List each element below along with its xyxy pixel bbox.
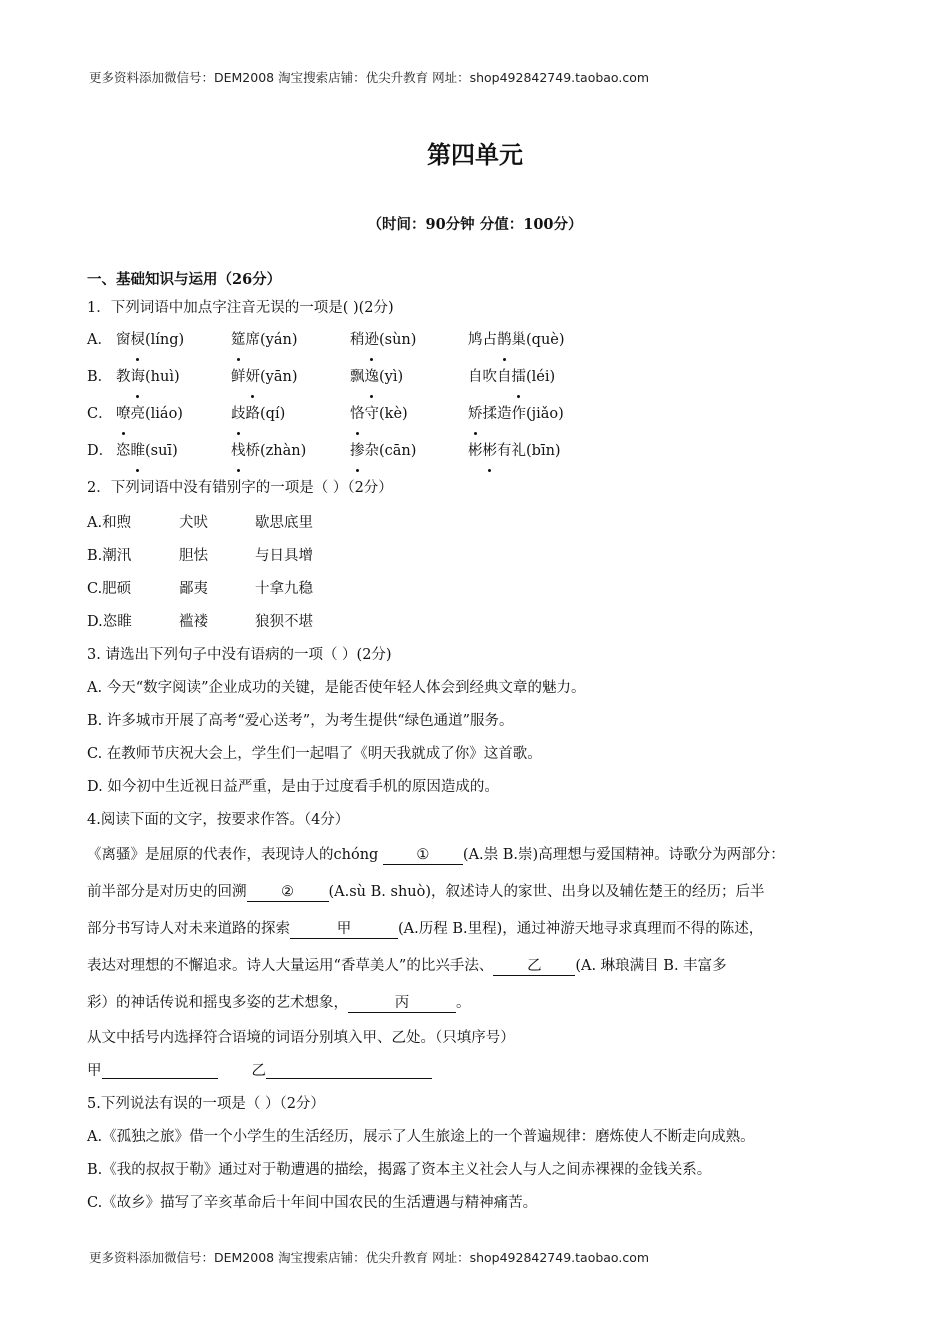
- answer-blank-yi[interactable]: [266, 1060, 432, 1079]
- dotted-char: 逊: [365, 322, 380, 359]
- passage-text: 前半部分是对历史的回溯: [87, 884, 247, 900]
- exam-content: [87, 266, 887, 1220]
- option-word: 鄙夷: [179, 581, 208, 597]
- q5-stem: 5.下列说法有误的一项是（ ）（2分）: [87, 1096, 325, 1112]
- passage-text: 表达对理想的不懈追求。诗人大量运用“香草美人”的比兴手法、: [87, 958, 494, 974]
- blank-2: ②: [247, 883, 329, 902]
- q3-option: A. 今天“数字阅读”企业成功的关键，是能否使年轻人体会到经典文章的魅力。: [87, 680, 586, 696]
- blank-jia: 甲: [290, 920, 398, 939]
- q1-option: [87, 396, 887, 433]
- word-part: 路(qí): [245, 406, 286, 422]
- passage-line: [87, 874, 887, 911]
- q1-option: [87, 322, 887, 359]
- word-part: 巢(què): [511, 332, 565, 348]
- dotted-char: 棂: [131, 322, 146, 359]
- passage-line: [87, 837, 887, 874]
- word-part: 稍: [350, 332, 365, 348]
- passage-text: (A. 琳琅满目 B. 丰富多: [575, 958, 727, 974]
- option-word: [468, 359, 555, 396]
- dotted-char: 掺: [350, 433, 365, 470]
- dotted-char: 鹊: [497, 322, 512, 359]
- exam-info: （时间：90分钟 分值：100分）: [367, 216, 583, 233]
- option-word: 狼狈不堪: [255, 614, 313, 630]
- q2-option: [87, 573, 887, 606]
- q3-option: D. 如今初中生近视日益严重，是由于过度看手机的原因造成的。: [87, 779, 499, 795]
- passage-text: 。: [456, 995, 471, 1011]
- answer-label-jia: 甲: [87, 1063, 102, 1079]
- word-part: 有礼(bīn): [497, 443, 561, 459]
- option-word: [231, 396, 350, 433]
- word-part: 恣: [116, 443, 131, 459]
- word-part: 自吹自: [468, 369, 512, 385]
- option-word: 胆怯: [179, 548, 208, 564]
- option-word: [468, 322, 565, 359]
- blank-bing: 丙: [348, 994, 456, 1013]
- word-part: 鸠占: [468, 332, 497, 348]
- option-label: A．: [87, 332, 112, 348]
- dotted-char: 筵: [231, 322, 246, 359]
- option-label: C．: [87, 406, 113, 422]
- option-word: B.潮汛: [87, 548, 132, 564]
- q5-option: C.《故乡》描写了辛亥革命后十年间中国农民的生活遭遇与精神痛苦。: [87, 1195, 538, 1211]
- word-part: (yì): [379, 369, 404, 385]
- word-part: 彬: [468, 443, 483, 459]
- option-word: C.肥硕: [87, 581, 132, 597]
- option-label: D．: [87, 443, 114, 459]
- option-word: 犬吠: [179, 515, 208, 531]
- passage-line: [87, 948, 887, 985]
- option-word: [231, 433, 350, 470]
- word-part: (léi): [526, 369, 556, 385]
- option-word: 歇思底里: [255, 515, 313, 531]
- q5-option: B.《我的叔叔于勒》通过对于勒遭遇的描绘，揭露了资本主义社会人与人之间赤裸裸的金钱关系。: [87, 1162, 712, 1178]
- dotted-char: 彬: [483, 433, 498, 470]
- word-part: 揉造作(jiǎo): [482, 406, 564, 422]
- q4-passage: [87, 837, 887, 1022]
- footer-note: 更多资料添加微信号：DEM2008 淘宝搜索店铺：优尖升教育 网址：shop492842749.taobao.com: [89, 1250, 650, 1265]
- word-part: 窗: [116, 332, 131, 348]
- dotted-char: 妍: [246, 359, 261, 396]
- passage-text: 彩）的神话传说和摇曳多姿的艺术想象，: [87, 995, 348, 1011]
- dotted-char: 嘹: [116, 396, 131, 433]
- option-word: [116, 359, 231, 396]
- answer-blank-jia[interactable]: [102, 1060, 218, 1079]
- option-word: [116, 433, 231, 470]
- passage-text: 部分书写诗人对未来道路的探索: [87, 921, 290, 937]
- dotted-char: 恪: [350, 396, 365, 433]
- dotted-char: 逸: [365, 359, 380, 396]
- option-label: B．: [87, 369, 113, 385]
- q4-instruction: 从文中括号内选择符合语境的词语分别填入甲、乙处。（只填序号）: [87, 1030, 515, 1046]
- passage-text: (A.历程 B.里程)，通过神游天地寻求真理而不得的陈述，: [398, 921, 764, 937]
- word-part: (yān): [260, 369, 298, 385]
- dotted-char: 睢: [131, 433, 146, 470]
- word-part: (líng): [145, 332, 185, 348]
- q3-option: B. 许多城市开展了高考“爱心送考”，为考生提供“绿色通道”服务。: [87, 713, 514, 729]
- option-word: [350, 433, 468, 470]
- option-word: 十拿九稳: [255, 581, 313, 597]
- option-word: A.和煦: [87, 515, 132, 531]
- passage-text: 《离骚》是屈原的代表作，表现诗人的chóng: [87, 847, 383, 863]
- option-word: [350, 359, 468, 396]
- passage-line: [87, 985, 887, 1022]
- word-part: 杂(cān): [364, 443, 417, 459]
- q1-stem: 1．下列词语中加点字注音无误的一项是( )(2分): [87, 300, 394, 316]
- header-note: 更多资料添加微信号：DEM2008 淘宝搜索店铺：优尖升教育 网址：shop492842749.taobao.com: [89, 70, 650, 85]
- q4-answer-line: [87, 1055, 887, 1088]
- q3-option: C. 在教师节庆祝大会上，学生们一起唱了《明天我就成了你》这首歌。: [87, 746, 542, 762]
- q1-option: [87, 359, 887, 396]
- dotted-char: 矫: [468, 396, 483, 433]
- q2-options: [87, 507, 887, 639]
- q2-option: [87, 606, 887, 639]
- word-part: (suī): [145, 443, 178, 459]
- dotted-char: 栈: [231, 433, 246, 470]
- page-title: 第四单元: [427, 140, 523, 169]
- option-word: [468, 433, 561, 470]
- word-part: 飘: [350, 369, 365, 385]
- answer-label-yi: 乙: [251, 1063, 266, 1079]
- q2-option: [87, 507, 887, 540]
- option-word: 褴褛: [179, 614, 208, 630]
- option-word: [116, 396, 231, 433]
- word-part: 桥(zhàn): [245, 443, 307, 459]
- option-word: 与日具增: [255, 548, 313, 564]
- word-part: 教: [116, 369, 131, 385]
- section-heading: 一、基础知识与运用（26分）: [87, 271, 282, 288]
- dotted-char: 诲: [131, 359, 146, 396]
- q2-option: [87, 540, 887, 573]
- option-word: [116, 322, 231, 359]
- q2-stem: 2．下列词语中没有错别字的一项是（ ）（2分）: [87, 480, 393, 496]
- q5-option: A.《孤独之旅》借一个小学生的生活经历，展示了人生旅途上的一个普遍规律：磨炼使人不断走向成熟。: [87, 1129, 755, 1145]
- passage-text: (A.祟 B.崇)高理想与爱国精神。诗歌分为两部分：: [462, 847, 785, 863]
- passage-line: [87, 911, 887, 948]
- word-part: 守(kè): [364, 406, 408, 422]
- option-word: [350, 322, 468, 359]
- blank-1: ①: [383, 846, 463, 865]
- option-word: [468, 396, 564, 433]
- q1-option: [87, 433, 887, 470]
- option-word: [231, 322, 350, 359]
- dotted-char: 歧: [231, 396, 246, 433]
- word-part: (sùn): [379, 332, 417, 348]
- option-word: D.恣睢: [87, 614, 132, 630]
- word-part: 鲜: [231, 369, 246, 385]
- q1-options: [87, 322, 887, 470]
- word-part: 席(yán): [245, 332, 298, 348]
- q3-stem: 3. 请选出下列句子中没有语病的一项（ ）(2分): [87, 647, 392, 663]
- blank-yi: 乙: [493, 957, 575, 976]
- dotted-char: 擂: [512, 359, 527, 396]
- passage-text: (A.sù B. shuò)，叙述诗人的家世、出身以及辅佐楚王的经历；后半: [328, 884, 765, 900]
- option-word: [350, 396, 468, 433]
- word-part: (huì): [145, 369, 180, 385]
- q4-stem: 4.阅读下面的文字，按要求作答。（4分）: [87, 812, 350, 828]
- word-part: 亮(liáo): [130, 406, 183, 422]
- option-word: [231, 359, 350, 396]
